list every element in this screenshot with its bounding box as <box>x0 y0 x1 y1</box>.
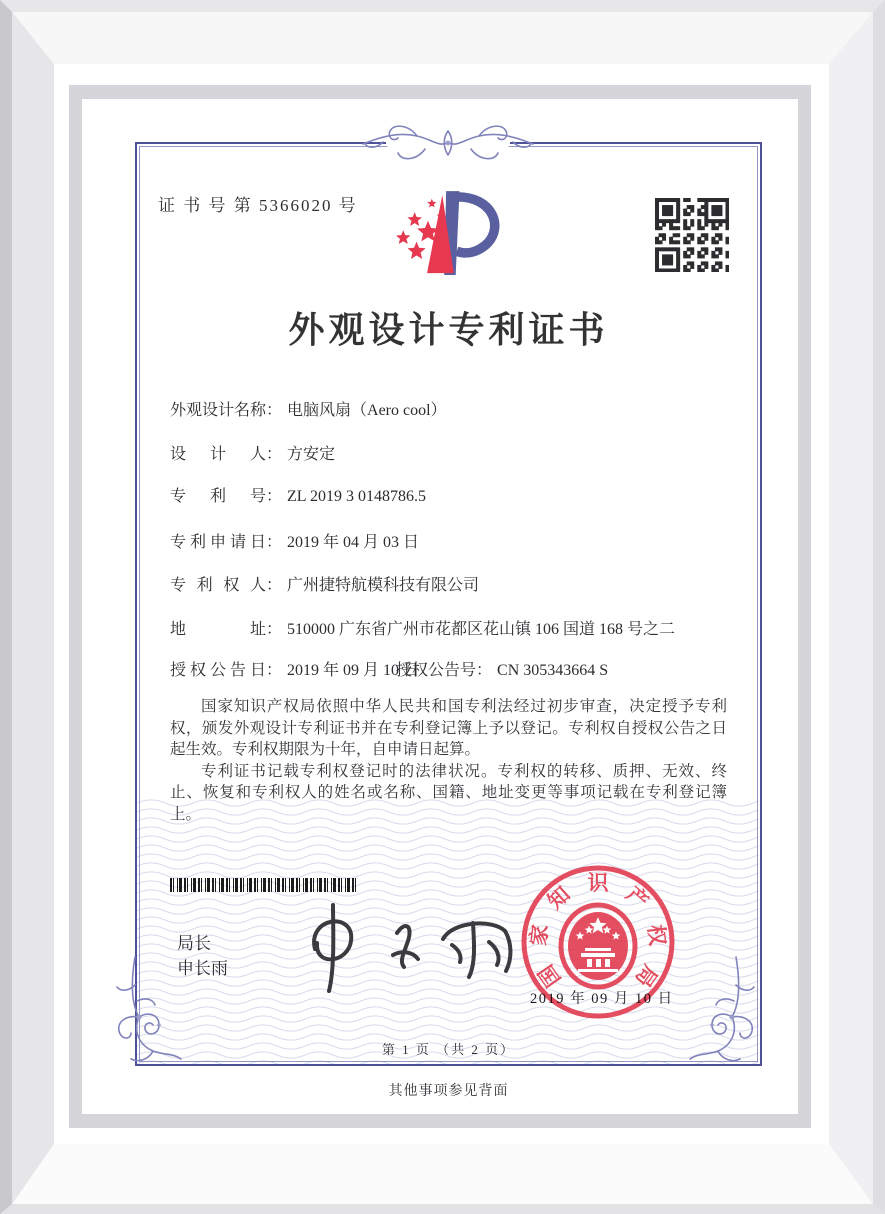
svg-text:产: 产 <box>621 881 654 914</box>
page-number: 第 1 页 （共 2 页） <box>381 1042 516 1057</box>
field-patentee: 专利权人： 广州捷特航模科技有限公司 <box>170 577 480 594</box>
signature <box>277 897 527 1002</box>
field-grant-date: 授权公告日： 2019 年 09 月 10 日 <box>170 662 420 679</box>
back-side-note: 其他事项参见背面 <box>388 1084 509 1099</box>
body-paragraph-2: 专利证书记载专利权登记时的法律状况。专利权的转移、质押、无效、终止、恢复和专利权人的姓名或名称、国籍、地址变更等事项记载在专利登记簿上。 <box>170 762 727 823</box>
field-grant-number: 授权公告号： CN 305343664 S <box>396 662 609 679</box>
certificate-paper <box>82 99 798 1114</box>
field-filing-date: 专利申请日： 2019 年 04 月 03 日 <box>170 534 420 551</box>
signer-title: 局长 <box>177 934 211 953</box>
qr-code <box>655 198 729 272</box>
field-address: 地址： 510000 广东省广州市花都区花山镇 106 国道 168 号之二 <box>170 621 676 638</box>
top-border-ornament <box>353 118 543 168</box>
field-patent-number: 专利号： ZL 2019 3 0148786.5 <box>170 488 426 505</box>
certificate-number: 证 书 号 第 5366020 号 <box>158 196 358 215</box>
barcode <box>170 878 358 892</box>
svg-text:权: 权 <box>643 923 670 947</box>
svg-text:局: 局 <box>630 960 663 992</box>
field-designer: 设计人： 方安定 <box>170 446 336 463</box>
cnipa-logo-icon <box>387 187 511 283</box>
signer-name: 申长雨 <box>177 959 228 978</box>
certificate-body-text <box>170 696 727 825</box>
signer-block <box>177 931 228 981</box>
svg-text:国: 国 <box>533 960 566 992</box>
svg-text:家: 家 <box>526 923 553 947</box>
seal-date: 2019 年 09 月 10 日 <box>530 991 674 1007</box>
svg-text:识: 识 <box>587 871 609 895</box>
field-design-name: 外观设计名称： 电脑风扇（Aero cool） <box>170 402 447 419</box>
body-paragraph-1: 国家知识产权局依照中华人民共和国专利法经过初步审查，决定授予专利权，颁发外观设计专利证书并在专利登记簿上予以登记。专利权自授权公告之日起生效。专利权期限为十年，自申请日起算。 <box>170 698 727 758</box>
field-grant-row <box>170 657 609 680</box>
certificate-title: 外观设计专利证书 <box>288 310 609 350</box>
svg-text:知: 知 <box>542 881 575 914</box>
